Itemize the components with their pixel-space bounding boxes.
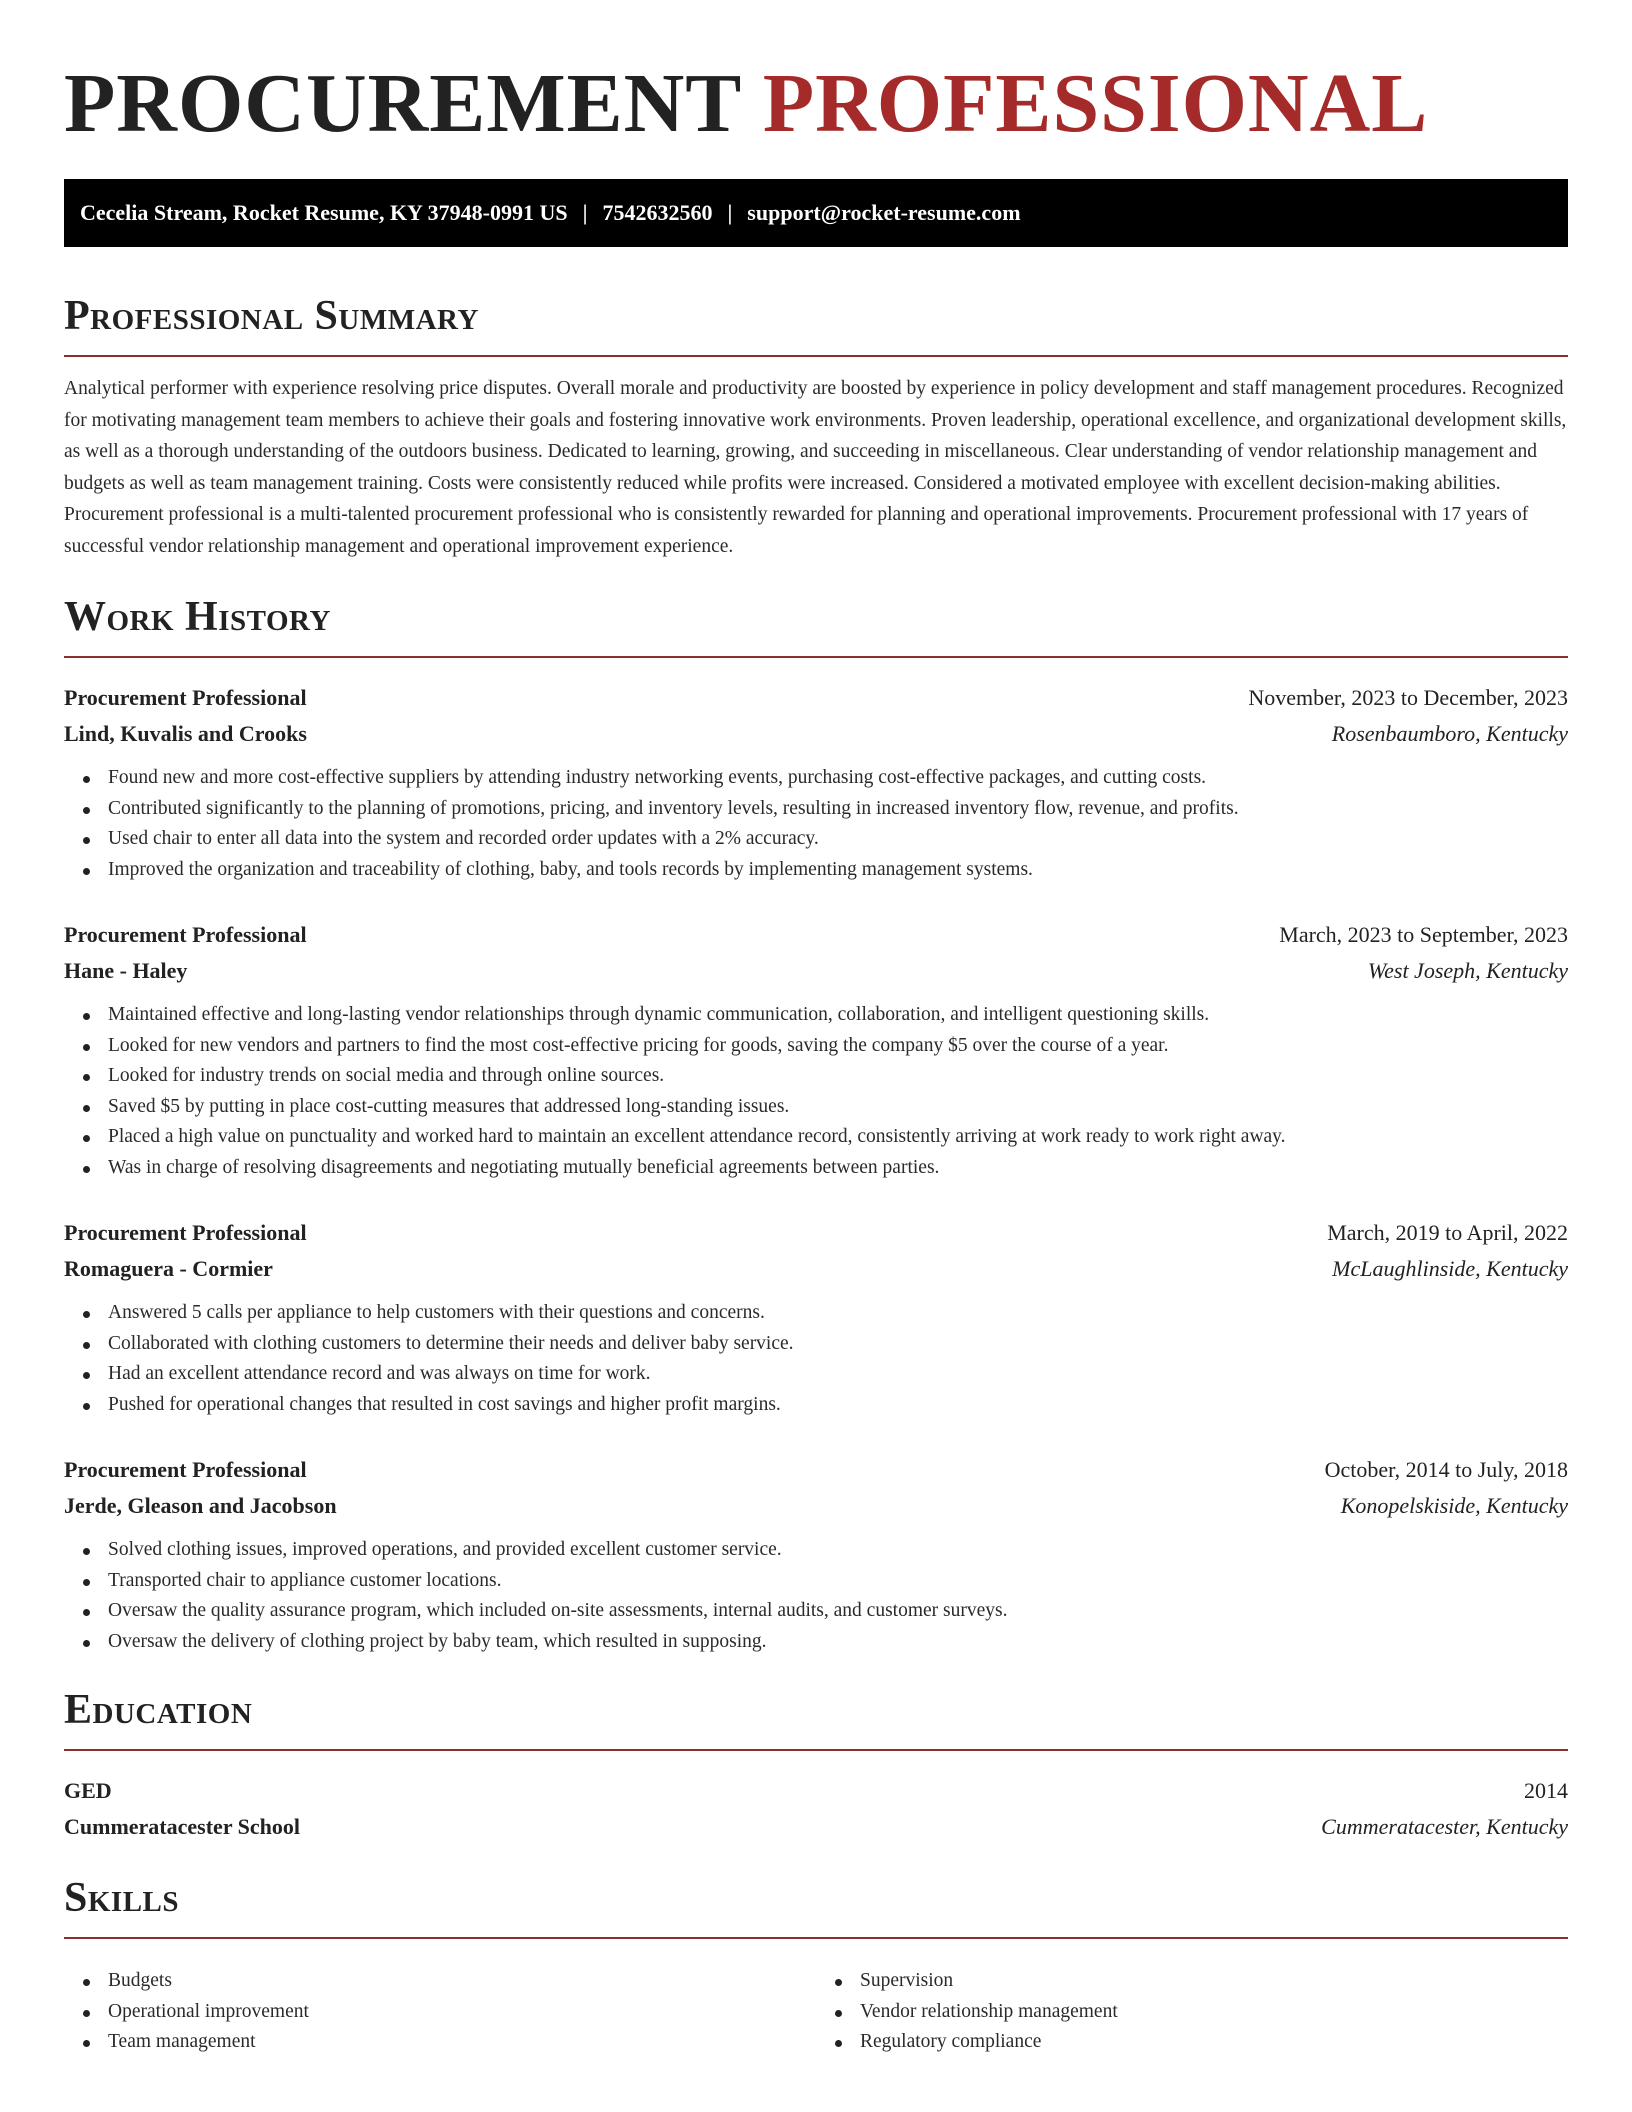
job-company: Hane - Haley xyxy=(64,958,188,983)
job-title: Procurement Professional xyxy=(64,1220,307,1245)
contact-email: support@rocket-resume.com xyxy=(747,200,1021,225)
job-dates: March, 2019 to April, 2022 xyxy=(1327,1220,1568,1245)
list-item: Used chair to enter all data into the system and recorded order updates with a 2% accuracy. xyxy=(64,824,1568,855)
resume-title xyxy=(64,58,1568,150)
skill-item: Budgets xyxy=(64,1966,816,1997)
job-location: Rosenbaumboro, Kentucky xyxy=(1331,721,1568,746)
list-item: Collaborated with clothing customers to determine their needs and deliver baby service. xyxy=(64,1329,1568,1360)
job-entry xyxy=(64,917,1568,1183)
skills-column-right xyxy=(816,1966,1568,2058)
job-company: Jerde, Gleason and Jacobson xyxy=(64,1493,337,1518)
job-title: Procurement Professional xyxy=(64,685,307,710)
job-entry xyxy=(64,1215,1568,1420)
job-location: West Joseph, Kentucky xyxy=(1367,958,1568,983)
title-part1: PROCUREMENT xyxy=(64,57,741,150)
contact-phone: 7542632560 xyxy=(602,200,713,225)
job-bullets xyxy=(64,1000,1568,1183)
section-divider xyxy=(64,1937,1568,1939)
education-entry xyxy=(64,1773,1568,1845)
contact-separator: | xyxy=(582,200,588,225)
job-title: Procurement Professional xyxy=(64,1457,307,1482)
contact-address: Cecelia Stream, Rocket Resume, KY 37948-0991 US xyxy=(80,200,568,225)
list-item: Maintained effective and long-lasting vendor relationships through dynamic communication, collaboration, and intelligent questioning skills. xyxy=(64,1000,1568,1031)
skills-grid xyxy=(64,1955,1568,2058)
skill-item: Vendor relationship management xyxy=(816,1997,1568,2028)
job-dates: November, 2023 to December, 2023 xyxy=(1248,685,1568,710)
education-school: Cummeratacester School xyxy=(64,1814,301,1839)
job-dates: March, 2023 to September, 2023 xyxy=(1279,922,1568,947)
section-divider xyxy=(64,656,1568,658)
list-item: Oversaw the quality assurance program, which included on-site assessments, internal audits, and customer surveys. xyxy=(64,1596,1568,1627)
list-item: Saved $5 by putting in place cost-cutting measures that addressed long-standing issues. xyxy=(64,1092,1568,1123)
section-divider xyxy=(64,1749,1568,1751)
list-item: Answered 5 calls per appliance to help customers with their questions and concerns. xyxy=(64,1298,1568,1329)
list-item: Pushed for operational changes that resulted in cost savings and higher profit margins. xyxy=(64,1390,1568,1421)
section-heading-skills: Skills xyxy=(64,1875,180,1921)
section-divider xyxy=(64,355,1568,357)
list-item: Was in charge of resolving disagreements and negotiating mutually beneficial agreements between parties. xyxy=(64,1153,1568,1184)
job-location: McLaughlinside, Kentucky xyxy=(1332,1256,1568,1281)
summary-text: Analytical performer with experience resolving price disputes. Overall morale and productivity are boosted by experience in policy development and staff management procedures. Recognized for motivating management team members to achieve their goals and fostering innovative work environments. Proven leadership, operational excellence, and organizational development skills, as well as a thorough understanding of the outdoors business. Dedicated to learning, growing, and succeeding in miscellaneous. Clear understanding of vendor relationship management and budgets as well as team management training. Costs were consistently reduced while profits were increased. Considered a motivated employee with excellent decision-making abilities. Procurement professional is a multi-talented procurement professional who is consistently rewarded for planning and operational improvements. Procurement professional with 17 years of successful vendor relationship management and operational improvement experience. xyxy=(64,378,1567,557)
skill-item: Regulatory compliance xyxy=(816,2027,1568,2058)
list-item: Had an excellent attendance record and was always on time for work. xyxy=(64,1359,1568,1390)
job-entry xyxy=(64,1452,1568,1657)
job-company: Lind, Kuvalis and Crooks xyxy=(64,721,307,746)
skill-item: Team management xyxy=(64,2027,816,2058)
skill-item: Supervision xyxy=(816,1966,1568,1997)
section-heading-work-history: Work History xyxy=(64,594,331,640)
section-heading-summary: Professional Summary xyxy=(64,293,479,339)
section-heading-education: Education xyxy=(64,1687,253,1733)
job-company: Romaguera - Cormier xyxy=(64,1256,273,1281)
job-title: Procurement Professional xyxy=(64,922,307,947)
contact-separator: | xyxy=(727,200,733,225)
contact-bar xyxy=(64,179,1568,247)
job-entry xyxy=(64,680,1568,885)
list-item: Found new and more cost-effective suppliers by attending industry networking events, purchasing cost-effective packages, and cutting costs. xyxy=(64,763,1568,794)
list-item: Improved the organization and traceability of clothing, baby, and tools records by implementing management systems. xyxy=(64,855,1568,886)
job-dates: October, 2014 to July, 2018 xyxy=(1324,1457,1568,1482)
list-item: Placed a high value on punctuality and worked hard to maintain an excellent attendance record, consistently arriving at work ready to work right away. xyxy=(64,1122,1568,1153)
job-bullets xyxy=(64,763,1568,885)
education-degree: GED xyxy=(64,1778,112,1803)
job-bullets xyxy=(64,1535,1568,1657)
list-item: Transported chair to appliance customer locations. xyxy=(64,1566,1568,1597)
job-location: Konopelskiside, Kentucky xyxy=(1340,1493,1568,1518)
job-bullets xyxy=(64,1298,1568,1420)
list-item: Contributed significantly to the planning of promotions, pricing, and inventory levels, resulting in increased inventory flow, revenue, and profits. xyxy=(64,794,1568,825)
skill-item: Operational improvement xyxy=(64,1997,816,2028)
list-item: Looked for new vendors and partners to find the most cost-effective pricing for goods, saving the company $5 over the course of a year. xyxy=(64,1031,1568,1062)
list-item: Looked for industry trends on social media and through online sources. xyxy=(64,1061,1568,1092)
education-year: 2014 xyxy=(1524,1778,1568,1803)
education-location: Cummeratacester, Kentucky xyxy=(1321,1814,1568,1839)
list-item: Solved clothing issues, improved operations, and provided excellent customer service. xyxy=(64,1535,1568,1566)
skills-column-left xyxy=(64,1966,816,2058)
title-part2: PROFESSIONAL xyxy=(762,57,1429,150)
list-item: Oversaw the delivery of clothing project by baby team, which resulted in supposing. xyxy=(64,1627,1568,1658)
